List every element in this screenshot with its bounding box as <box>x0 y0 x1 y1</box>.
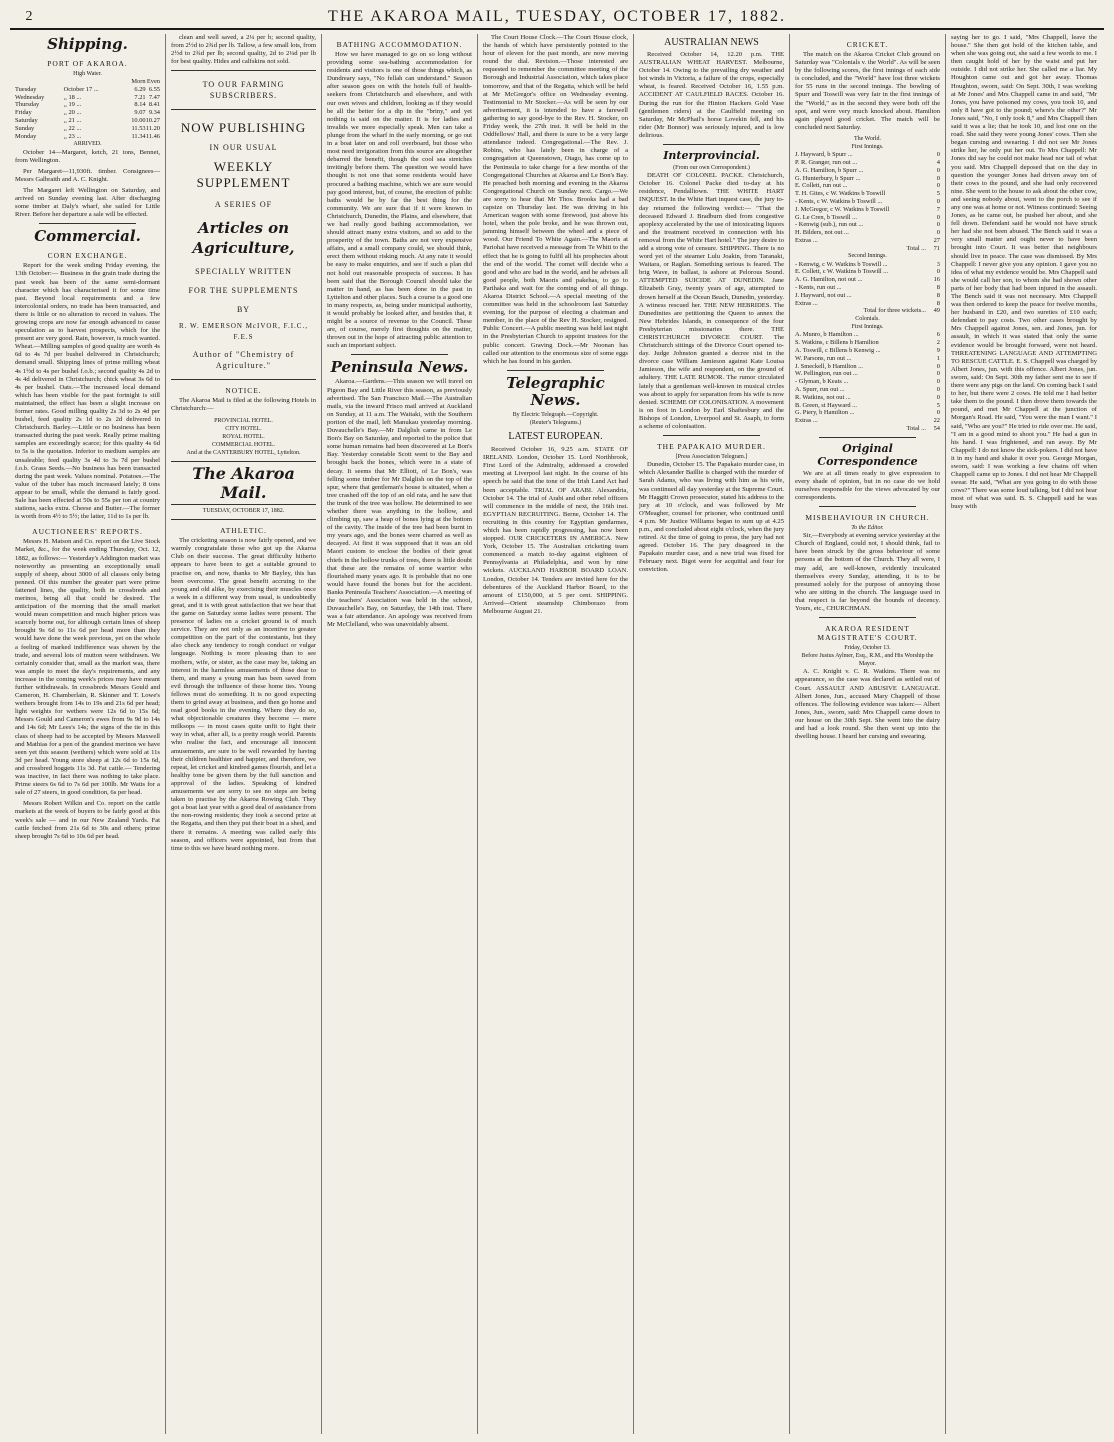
arrived-title: ARRIVED. <box>73 141 102 148</box>
colonials-total: Total ... 54 <box>906 424 940 432</box>
world-second-row: - Kenwig, c W. Watkins b Toswill ... 3 <box>795 260 940 268</box>
telegraph-copyright: By Electric Telegraph.—Copyright. <box>512 411 599 418</box>
columns <box>10 34 1104 1434</box>
australian-heading: AUSTRALIAN NEWS <box>664 37 759 48</box>
to-the-editor: To the Editor. <box>851 525 884 532</box>
column-7 <box>946 34 1102 1434</box>
athletic-text: The cricketing season is now fairly opened, and we warmly congratulate those who got up the Akaroa Club on their success. The great difficulty hitherto appears to have been to get a suitable ground to practise on, and now, thanks to Mr Bayley, this has been overcome. The great benefit accruing to the young and old alike, by exercising their muscles once a week in a different way from usual, is undoubtedly great, and it is with great satisfaction that we hear that the game on Saturday some ladies were present. The presence of ladies on a cricket ground is of much service. They are not only as an incentive to greater competition on the part of the contestants, but they also check any tendency to rough conduct or vulgar language. Nothing is more pleasing than to see mothers, wife, or sister, as the case may be, taking an interest in the harmless amusements of those dear to them, and many a young man has been saved from evil through the influence of these home ties. Young fellows must do something. It is no good expecting them to grind away at business, and then go home and read good books in the evening. Where they do so, what objectionable creatures they become — mere milksops — in most cases quite unfit to fight their way in what, after all, is a pretty rough world. Parents who realise the fact, and encourage all innocent amusements, are sure to be well rewarded by having their children healthier and happier, and therefore, we repeat, let cricket and kindred games flourish, and let a healthy tone be given them by the full sanction and approval of the ladies. Speaking of kindred amusements we are sorry to see no steps are being taken to practise by the Akaroa Rowing Club. They got a boat last year with a good deal of assistance from the non-rowing residents; they took a second prize at the Regatta, and then they put their boat in a shed, and there it remains. A meeting was called early this season, and officers were appointed, but from that time to this we have heard nothing more. <box>171 537 316 852</box>
tide-row: Monday ,, 23 ... 11.34 11.46 <box>15 132 160 140</box>
interprovincial-text: DEATH OF COLONEL PACKE. Christchurch, October 16. Colonel Packe died to-day at his residence, Pendalltown. THE WHITE HART INQUEST. In the White Hart inquest case, the jury to-day returned the following verdict:— "That the deceased Edward J. Bradburn died from congestive apoplexy accelerated by the use of intoxicating liquors and the treatment received in connection with his removal from the White Hart hotel." The jury desire to add a strong vote of censure. SHIPPING. There is no word yet of the steamer Lulu Joakin, from Taranaki, Waitara, or Raglan. Something serious is feared. The brig Wave, in ballast, is ashore at Pelorous Sound. ATTEMPTED SUICIDE AT DUNEDIN. Jane Elizabeth Gray, twenty years of age, attempted to drown herself at the Ocean Beach, Dunedin, yesterday. A witness rescued her. THE NEW HEBRIDES. The Dunedinites are petitioning the Queen to annex the New Hebrides Islands, in consequence of the four Presbyterian missionaries there. THE CHRISTCHURCH DIVORCE COURT. The Christchurch sittings of the Divorce Court opened to-day. Judge Johnston granted a decree nisi in the divorce case William Jamieson against Kate Louisa Jamieson, the wife and respondent, on the ground of adultery. THE LATE RUMOR. The rumor circulated lately that a gentleman well-known in musical circles was about to apply for separation from his wife is now denied. SCHEME OF COLONISATION. A movement is on foot in London by Earl Shaftesbury and the Bishops of London, Liverpool and St. Asaph, to form a scheme of colonisation. <box>639 172 784 431</box>
arrived-text: October 14—Margaret, ketch, 21 tons, Bennet, from Wellington. <box>15 148 160 164</box>
world-second-row: J. Hayward, not out ... 8 <box>795 291 940 299</box>
masthead <box>10 6 1104 30</box>
world-second-row: - Kents, run out ... 8 <box>795 283 940 291</box>
rm-court-text: A. C. Knight v. C. R. Watkins. There was no appearance, so the case was declared as settled out of Court. ASSAULT AND ABUSIVE LANGUAGE. Albert Jones, Jun., accused Mary Chappell of those offences. The following evidence was taken:— Albert Jones, Jun., sworn, said: Mrs Chappell came down to our house on the 30th Sept. She went into the dairy and had a look round. She then went up into the dwelling house. I heard her cursing and swearing. <box>795 668 940 741</box>
rm-court-date: Friday, October 13. <box>844 645 891 652</box>
colonials-row: - Glyman, b Keats ... 0 <box>795 378 940 386</box>
colonials-row: S. Watkins, c Billens b Hamilton 2 <box>795 339 940 347</box>
colonials-table <box>795 331 940 425</box>
misbehaviour-heading: MISBEHAVIOUR IN CHURCH. <box>805 513 930 523</box>
world-heading: The World. <box>853 135 882 142</box>
for-supplements: FOR THE SUPPLEMENTS <box>188 286 299 296</box>
shipping-heading: Shipping. <box>47 35 128 53</box>
page-number: 2 <box>25 9 35 24</box>
peninsula-text: Akaroa.—Gardens.—This season we will travel on Pigeon Bay and Little River this season, as previously advertised. The San Francisco Mail.—The Australian mails, via the inward Frisco mail arrived at Auckland on Sunday, at 11 a.m. The Waitaki, with the Southern portion of the mail, left Manukau yesterday morning. Duvauchelle's Bay.—Mr Dalglish came in from Le Bon's Bay on Saturday, and reported to the police that some human remains had been discovered at Le Bon's Bay. Yesterday constable Scott went to the Bay and brought back the bones, which were in a state of decay. It seems that Mr Elliott, of Le Bon's, was felling some timber for Mr Dalglish on the top of the spur, where that gentleman's house is situated, when a tree crashed off the top of an old rata, and he saw that the trunk of the tree was hollow. He determined to see whether there was anything in the hollow, and climbing up, saw a heap of bones lying at the bottom of the cavity. The inside of the tree had been burnt in my years ago, and the bones were charred as well as decayed. At first it was supposed that it was an old Maori custom to enclose the bodies of their great chiefs in the hollow trunks of trees, there is little doubt that these are the remains of some warrior who flourished many years ago. It is probable that no one would have found the bones but for the accident. Banks Peninsula Teachers' Association.—A meeting of the teachers' Association was held in the school, Duvauchelle's Bay, on Saturday, the 14th inst. There was a fair attendance. An apology was received from Mr McClelland, who was unavoidably absent. <box>327 378 472 629</box>
commercial-heading: Commercial. <box>34 227 141 246</box>
interprovincial-sub: (From our own Correspondent.) <box>673 165 750 172</box>
colonials-row: W. Pellington, run out ... 0 <box>795 370 940 378</box>
hotel-1: PROVINCIAL HOTEL. <box>214 417 273 424</box>
colonials-row: A. Toswill, c Billens b Kenwig ... 9 <box>795 346 940 354</box>
world-second-row: E. Collett, c W. Watkins b Toswill ... 0 <box>795 268 940 276</box>
papakaio-sub: [Press Association Telegram.] <box>675 454 748 461</box>
court-continued: saying her to go. I said, "Mrs Chappell, leave the house." She then got hold of the kitchen table, and when she was going out, she said a few words to me. I then caught hold of her by the waist and put her outside. I did not strike her. She called me a liar. My Houghton came out and got her away. Thomas Houghton, sworn, said: On Sept. 30th, I was working at Mr Jones' and Mrs Chappell came in and said, "Mr Jones, you have poisoned my cows, you took 10, and only 8 have got to the pound; where's the other?" Mr Jones said, "No, I only took 8," and Mrs Chappell then said it was a lie; that he took 10, and lost one on the road. She said they were young Jones' cows. Then she began cursing and swearing. I did not see Mr Jones strike her, he only put her out. To Mrs Chappell: Mr Jones did say he could not make head nor tail of what you said. Mrs Chappell deposed that on the day in question the younger Jones had driven away ten of their cows to the pound, and she had only recovered nine. She went to the house to ask about the other cow, and seeing nobody about, went to the porch to see if any one was at home or not. Witness continued: Seeing Jones, as he came out, he pushed her about, and she fell down. Defendant said he would not have struck her had she not been abused. The Bench said it was a very small matter and ought never to have been brought into Court. It was better that neighbours should live in peace. The case was dismissed. By Mrs Chappell: I never give you any opinion. I gave you no idea of what my evidence would be. Mrs Chappell said she would call her son, to whom she had shown other parts of her body that had been injured in the assault. The Bench said it was not necessary. Mrs Chappell was then ordered to keep the peace for twelve months, her husband in £20, and two sureties of £10 each; defendant to pay costs. Two other cases brought by Mrs Chappell against Jones, sen. and Jones, jun. for assault, in which it was stated that only the same evidence would be brought forward, were not heard. THREATENING LANGUAGE AND ATTEMPTING TO RESCUE CATTLE. E. S. Chappell was charged by Albert Jones, jun. with this offence. Albert Jones, jun. sworn, said: On Sept. 30th my father sent me to see if there were any pigs on the land. On coming back I said to her, but there were 2 cows. He told me I had better take them to the pound. I then drove them towards the pound, and met Mr Chappell at the junction of Morgan's Road. He said, "You were the man I want." I said, "Who are you?" He tried to ride over me. He said, "I am in a good mind to shoot you." He had a gun in his hand. I was frightened, and ran away. By Mr Chappell: I do not know the sick-pokers. I did not have it in my hand and shake it over you. George Morgan, sworn, said: I was working a few chains off when Chappell came up to Jones. I did not hear Mr Chappell swear. He said, "What are you going to do with those cows?" There was some loud talking, but I did not hear most of what was said. B. S. Chappell said he was busy with <box>951 34 1097 511</box>
author-credit: Author of "Chemistry of Agriculture." <box>192 350 295 371</box>
column-4 <box>478 34 634 1434</box>
local-items: The Court House Clock.—The Court House clock, the hands of which have persistently pointed to the hour of eleven for the past month, are now moving round the dial. Revision.—Those interested are requested to remember the committee meeting of the Borough and Industrial Association, which takes place tomorrow, and that of the Regatta, which will be held at Mr McGregor's office on Wednesday evening. Testimonial to Mr Stocker.—As will be seen by our advertisement, it is intended to have a farewell gathering to say good-bye to the Rev. H. Stocker, on Friday week, the 27th inst. It will be held in the Oddfellows' Hall, and there is sure to be a very large attendance indeed. Congregational.—The Rev. J. Robins, who has lately been in charge of a congregation at Queenstown, Otago, has come up to the Peninsula to take charge for a few months of the Congregational Churches at Akaroa and Le Bon's Bay. He preached both morning and evening in the Akaroa Congregational Church on Sunday next. Cargo.—We are sorry to hear that Mr Thos. Brooks had a bad capsize on Thursday last. He was driving in his American wagon with some firewood, just above his hotel, when the pole broke, and he was thrown out, jamming himself between the wheel and a piece of wood. Our Friend To White Again.—The Maoris at Pariohai have received a message from Te Whiti to the effect that he is going to fulfil all his prophecies about the end of the world. The comet will decide who a good and who are bad in the world, and he advises all good people, both Maoris and pakehas, to go to Parihaka and wait for the coming end of all things. Akaroa District School.—A special meeting of the committee was held in the schoolroom last Saturday evening, for the purpose of electing a chairman and member, in the place of the Rev H. Stocker, resigned. Public Concert.—A public meeting was held last night in the Presbyterian Church to appoint trustees for the public concert. Graving Dock.—Mr Noonan has called our attention to the enormous size of some eggs which he has found in his garden. <box>483 34 628 365</box>
rm-court-heading: AKAROA RESIDENT MAGISTRATE'S COURT. <box>817 624 918 643</box>
colonials-row: W. Parsons, run out ... 1 <box>795 354 940 362</box>
world-first-row: G. Hunterbury, b Spurr ... 0 <box>795 174 940 182</box>
farming-notice: TO OUR FARMING SUBSCRIBERS. <box>202 80 285 101</box>
world-second-innings: Second Innings. <box>848 253 887 260</box>
tide-table: Morn Even Tuesday October 17 ... 6.29 6.55 Wednesday ,, 18 ... 7.21 7.47 Thursday ,, 19 ... 8.14 8.41 Friday ,, 20 ... 9.07 9.34 Saturday ,, 21 ... 10.00 10.27 Sunday ,, 22 ... 11.53 11.20 Monday ,, 23 ... 11.34 11.46 <box>15 78 160 140</box>
akaroa-mail-masthead: The Akaroa Mail. <box>171 461 316 505</box>
peninsula-heading: Peninsula News. <box>330 358 469 377</box>
specially-written: SPECIALLY WRITTEN <box>195 267 292 277</box>
notice-text: The Akaroa Mail is filed at the following Hotels in Christchurch:— <box>171 397 316 413</box>
tide-row: Wednesday ,, 18 ... 7.21 7.47 <box>15 93 160 101</box>
world-second-row: Extras ... 8 <box>795 299 940 307</box>
colonials-row: R. Watkins, not out ... 0 <box>795 393 940 401</box>
world-second-row: A. G. Hamilton, not out ... 16 <box>795 276 940 284</box>
world-first-row: T. H. Gites, c W. Watkins b Toswill 5 <box>795 190 940 198</box>
world-first-row: J. McGregor, c W. Watkins b Toswill 7 <box>795 205 940 213</box>
hotel-2: CITY HOTEL. <box>225 425 262 432</box>
original-correspondence-heading: Original Correspondence <box>817 441 918 468</box>
world-first-row: H. Bilders, not out ... 0 <box>795 229 940 237</box>
world-first-table <box>795 151 940 245</box>
corn-heading: CORN EXCHANGE. <box>47 251 128 261</box>
telegraphic-heading: Telegraphic News. <box>506 373 605 409</box>
world-first-row: A. G. Hamilton, b Spurr ... 0 <box>795 166 940 174</box>
rm-court-before: Before Justus Aylmer, Esq., R.M., and His Worship the Mayor. <box>801 653 934 668</box>
column-1 <box>10 34 166 1434</box>
column-2 <box>166 34 322 1434</box>
colonials-heading: Colonials. <box>855 316 880 323</box>
cricket-text: The match on the Akaroa Cricket Club ground on Saturday was "Colonials v. the World". As will be seen by the following scores, the first innings of each side is concluded, and the "World" have lost three wickets for 55 runs in the second innings. The bowling of Spurr and Toswill was very fair in the first innings of the "World," as in the second they were both off the spot, and were very much knocked about. Hamilton again played good cricket. The match will be concluded next Saturday. <box>795 51 940 131</box>
world-first-row: - Kents, c W. Watkins b Toswill ... 0 <box>795 197 940 205</box>
market-continued: clean and well saved, a 2¼ per b; second quality, from 2½d to 2¾d per lb. Tallow, a few small lots, from 2½d to 2¾d per lb; second quality, 2d to 2¼d per lb for best quality. Hides and calfskins not sold. <box>171 34 316 66</box>
colonials-row: J. Smeckell, b Hamilton ... 0 <box>795 362 940 370</box>
masthead-title: THE AKAROA MAIL, TUESDAY, OCTOBER 17, 1882. <box>328 8 786 25</box>
issue-date: TUESDAY, OCTOBER 17, 1882. <box>202 508 285 515</box>
world-first-row: E. Collett, run out ... 0 <box>795 182 940 190</box>
world-second-total: Total for three wickets... 49 <box>863 307 940 315</box>
bathing-text: How we have managed to go on so long without providing some sea-bathing accommodation for residents and visitors is one of those things which, as Dundreary says, "No fellah can understand." Season after season goes on with the hotels full of health-seekers from Christchurch and elsewhere, and with our own wives and children, looking as if they would be all the better for a dip in the "briny," and yet nothing is said on the matter. It is for ladies and invalids we more especially speak. Men can take a plunge from the wharf in the early morning, or go out in a boat later on and roll overboard, but those who most need invigoration from this source are altogether debarred the benefit, though the cool sea stretches invitingly before them. The question we would have thought is not one that some residents would have procured a bathing machine, which we are sure would pay good interest, but, of course, the erection of public baths would be by far the best thing for the community. We are sure that if it were known in Christchurch, Dunedin, the Plains, and elsewhere, that we had really good bathing accommodation, we should attract many extra visitors, and so add to the prosperity of the town. Baths are not very expensive affairs, and a small company could, we should think, erect them without risking much. At any rate it would be easy to make enquiries, and see if such a plan did not hold out reasonable prospects of success. It has been said that the Borough Council should take the matter in hand, as has been done in the past in Lyttelton and other places. Such a course is a good one in many respects, as, being under municipal authority, it would probably be looked after, and besides that, it might be a source of revenue to the Council. These are, of course, merely first thoughts on the matter, thrown out in the hope of attracting public attention to such an important subject. <box>327 51 472 350</box>
a-series-of: A SERIES OF <box>214 200 273 210</box>
hotel-4: COMMERCIAL HOTEL. <box>211 441 276 448</box>
interprovincial-heading: Interprovincial. <box>663 149 760 163</box>
column-3 <box>322 34 478 1434</box>
world-first-row: P. R. Granger, run out ... 4 <box>795 158 940 166</box>
colonials-row: A. Munro, b Hamilton ... 6 <box>795 331 940 339</box>
now-publishing: NOW PUBLISHING <box>180 120 307 136</box>
tide-row: Tuesday October 17 ... 6.29 6.55 <box>15 85 160 93</box>
papakaio-heading: THE PAPAKAIO MURDER. <box>657 442 766 452</box>
world-first-row: Extras ... 27 <box>795 236 940 244</box>
author-name: R. W. EMERSON McIVOR, F.I.C., F.E.S <box>179 322 308 342</box>
latest-european: LATEST EUROPEAN. <box>508 431 603 443</box>
australian-text: Received October 14, 12.20 p.m. THE AUSTRALIAN WHEAT HARVEST. Melbourne, October 14. Owing to the prevailing dry weather and hot winds in Victoria, a failure of the crops, especially wheat, is feared. Received October 16, 1.55 p.m. ACCIDENT AT CAULFIELD RACES. October 16. During the run for the Hinton Hackers Gold Vase (gentlemen riders) at the Caulfield meeting on Saturday, Mr McPhail's horse Lovekin fell, and his rider (Mr Bonnor) was seriously injured, and is low delirious. <box>639 51 784 139</box>
colonials-row: A. Spurr, run out ... 0 <box>795 385 940 393</box>
notice-heading: NOTICE. <box>225 386 262 396</box>
correspondence-disclaimer: We are at all times ready to give expression to every shade of opinion, but in no case do we hold ourselves responsible for the views advocated by our correspondents. <box>795 469 940 501</box>
tide-row: Thursday ,, 19 ... 8.14 8.41 <box>15 101 160 109</box>
auct-text: Messrs H. Matson and Co. report on the Live Stock Market, &c., for the week ending Thursday, Oct. 12, 1882, as follows:— Yesterday's Addington market was noteworthy as presenting an exceptionally small supply of sheep, about 3000 of all classes only being penned. Of this number the greater part were prime fattened lines, the quality, both in crossbreds and merinos, being all that could be desired. The anticipation of the morning that the small market would mean competition and much higher prices was scarcely borne out, for although certain lines of sheep brought 9s 6d to 11s 6d per head more than they would have done the week previous, yet on the whole a feeling of marked indifference was shown by the trade, and several lots of mutton were withdrawn. We certainly consider that, small as the market was, there was ample to meet the day's requirements, and any increase in the coming week's prices may have meant further withdrawals. In crossbreds Messrs Gould and Cameron, H. Chamberlain, R. Skinner and T. Lowe's wethers brought from 14s to 19s and 21s 6d per head; light weights for wethers were 12s 6d to 15s 6d; Messrs Gould and Cameron's ewes from 9s 9d to 14s and 14s 6d; Mr Lees's 14s; the signs of the tie in this class of sheep had to be accepted by Messrs Maxwell and Mathias for a pen of the grandest merinos we have seen yet this season (wethers) which were sold at 11s 3d per head. Young store sheep at 12s 6d to 15s 6d, and crossbred hoggets 11s 3d. Fat cattle.— Tendering was inactive, in fact there was nothing to take place. Prime steers 6s 6d to 7s 6d per 100lb. Mr Watts for a sale of 27 steers, in good condition, 6s per head. <box>15 538 160 797</box>
papakaio-text: Dunedin, October 15. The Papakaio murder case, in which Alexander Baillie is charged with the murder of Sarah Adams, who was living with him as his wife, was continued all day yesterday at the Supreme Court. Mr Haggitt Crown prosecutor, stated his address to the jury at 10 o'clock, and was followed by Mr O'Meagher, counsel for prisoner, who continued until 4 p.m. Mr Justice Williams began to sum up at 4.25 p.m., and concluded about eight o'clock, when the jury retired. At the time of going to press, the jury had not agreed. October 16. The jury disagreed in the Papakaio murder case, and a new trial was fixed for February next. Bigot were for acquittal and four for conviction. <box>639 461 784 574</box>
colonials-first-innings: First Innings. <box>851 324 884 331</box>
weekly-supplement: WEEKLY SUPPLEMENT <box>196 159 291 191</box>
tide-row: Friday ,, 20 ... 9.07 9.34 <box>15 109 160 117</box>
bathing-heading: BATHING ACCOMMODATION. <box>336 40 463 49</box>
world-first-row: - Kenwig (sub.), run out ... 0 <box>795 221 940 229</box>
world-first-row: J. Hayward, b Spurr ... 0 <box>795 151 940 159</box>
cricket-heading: CRICKET. <box>846 40 889 49</box>
port-heading: PORT OF AKAROA. <box>47 59 128 68</box>
column-6 <box>790 34 946 1434</box>
tide-title: High Water. <box>73 71 102 77</box>
colonials-row: B. Green, st Hayward ... 5 <box>795 401 940 409</box>
athletic-heading: ATHLETIC. <box>220 526 267 536</box>
by-label: BY <box>236 305 251 315</box>
world-first-total: Total ... 71 <box>906 244 940 252</box>
articles-on-agriculture: Articles on Agriculture, <box>192 219 295 258</box>
tide-row: Sunday ,, 22 ... 11.53 11.20 <box>15 124 160 132</box>
hotel-lyttelton: And at the CANTERBURY HOTEL, Lyttelton. <box>186 449 301 456</box>
colonials-row: G. Piery, b Hamilton ... 0 <box>795 409 940 417</box>
auct-heading: AUCTIONEERS' REPORTS. <box>32 527 143 537</box>
column-5 <box>634 34 790 1434</box>
world-first-row: G. Le Cren, b Toswill ... 0 <box>795 213 940 221</box>
hotel-3: ROYAL HOTEL. <box>222 433 265 440</box>
tide-row: Saturday ,, 21 ... 10.00 10.27 <box>15 117 160 125</box>
shipping-note-2: The Margaret left Wellington on Saturday, and arrived on Sunday evening last. After discharging some timber at Daly's wharf, she sailed for Little River. Before her departure a sale will be effected. <box>15 186 160 219</box>
in-our-usual: IN OUR USUAL <box>209 143 278 153</box>
colonials-row: Extras ... 22 <box>795 417 940 425</box>
shipping-note-1: Per Margaret—11,930ft. timber. Consignees—Messrs Galbraith and A. C. Knight. <box>15 167 160 183</box>
reuter-label: (Reuter's Telegrams.) <box>529 419 582 426</box>
world-first-innings: First Innings. <box>851 144 884 151</box>
misbehaviour-text: Sir,—Everybody at evening service yesterday at the Church of England, could not, I should think, fail to have been struck by the gross behaviour of some persons at the bottom of the Church. They all were, I may add, are well-known, evidently inculcated themselves every Sunday, attending, it is to be presumed solely for the purpose of annoying those who are sitting in the church. The language used in that respect is far beyond the bounds of decency. Yours, etc., CHURCHMAN. <box>795 532 940 613</box>
latest-text: Received October 16, 9.25 a.m. STATE OF IRELAND. London, October 15. Lord Northbrook, First Lord of the Admiralty, addressed a crowded meeting at Liverpool last night. In the course of his speech he said that the tone of the Irish Land Act had been acceptable. TRIAL OF ARABI. Alexandria, October 14. The trial of Arabi and other rebel officers will commence in the middle of next, the 16th inst. EGYPTIAN RECRUITING. Berne, October 14. The recruiting in this country for Egyptian gendarmes, which has been rapidly progressing, has now been stopped. OUR CRICKETERS IN AMERICA. New York, October 15. The Australian cricketing team commenced a match to-day against eighteen of Pennsylvania at Philadelphia, and won by nine wickets. AUCKLAND HARBOR BOARD LOAN. London, October 14. Tenders are invited here for the debentures of the Auckland Harbor Board, to the amount of £150,000, at 5 per cent. SHIPPING. Arrived—Orient steamship Chimborazo from Melbourne August 21. <box>483 446 628 615</box>
auct-text-2: Messrs Robert Wilkin and Co. report on the cattle markets at the week of buyers to be fairly good at this week's sale — and in our New Zealand Yards. Fat cattle fetched from 21s 6d to 30s and others; prime sheep brought 7s 6d to 10s 6d per head. <box>15 800 160 840</box>
corn-text: Report for the week ending Friday evening, the 13th October:— Business in the grain trade during the past week has been of the same semi-dormant character which has characterised it for some time past. Beyond local requirements and a few intercolonial orders, no trade has been transacted, and there is little or no alteration to record in values. The growing crops are now far enough advanced to cause speculation as to harvest prospects, which for the present are very good. Rain, however, is much wanted. Wheat.—Milling samples of good quality are worth 4s 6d to 4s 7d per bushel delivered in Christchurch; demand small. Shipping lines of prime milling wheat 4s 1½d to 4s per bushel f.o.b.; second quality 4s 2d to 4s 4d delivered in Christchurch; chick wheat 3s 6d to 4s per bushel. Oats.—The increased local demand which has been visible for the past fortnight is still maintained, the effect has been a slight increase on former rates. Good milling quality 2s 3d to 2s 4d per bushel, feed quality 2s 1d to 2s 2d delivered in Christchurch. Barley.—Little or no business has been transacted during the past week. Really prime malting samples are exceedingly scarce; for this quality 4s 6d to 5s is the quotation. Inferior to medium samples are unsaleable; feed quality 3s 4d to 3s 7d per bushel f.o.b. Grass Seeds.—No business has been transacted during the past week. Values nominal. Potatoes.—The value of the tuber has much increased lately; 8 tons appear to be small, while the demand is fairly good. Sale has been effected at 50s to 55s per ton at country stations, sacks extra. Cheese and Butter.—The former is worth from 4½ to 5½; the latter, 11d to 1s per lb. <box>15 262 160 521</box>
world-second-table <box>795 261 940 308</box>
